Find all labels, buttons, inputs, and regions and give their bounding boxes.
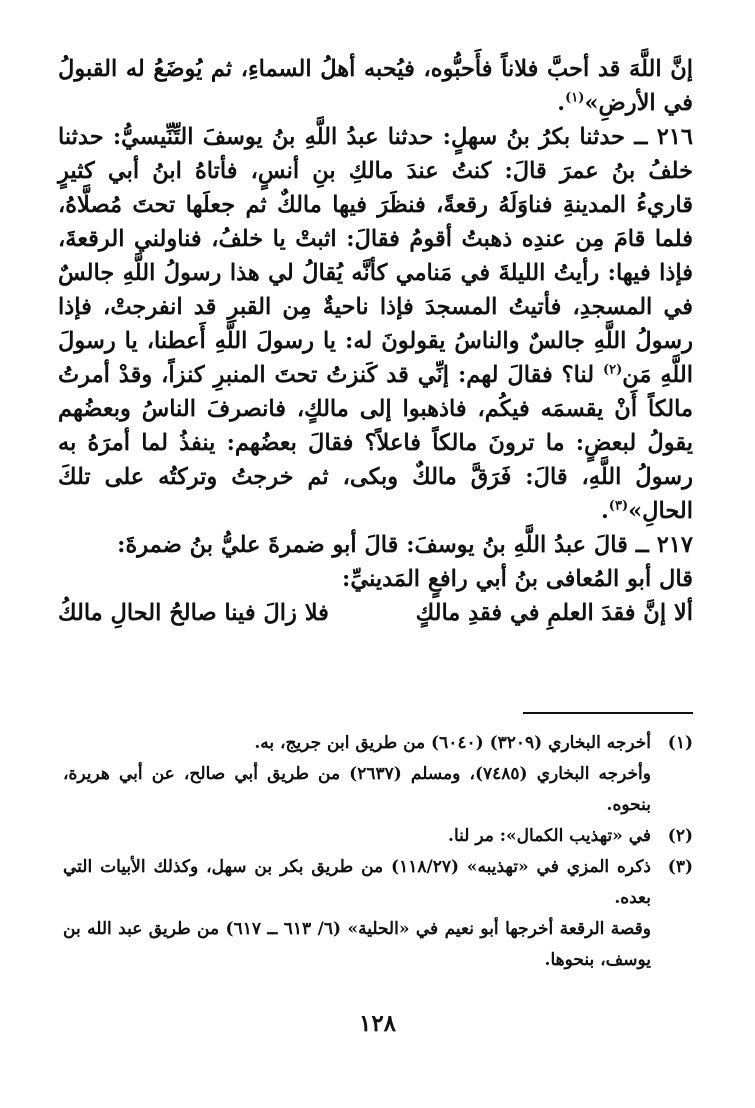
footnote-separator [523,712,693,714]
punctuation: . [557,90,566,116]
paragraph-216 [58,120,693,528]
footnote-line: ذكره المزي في «تهذيبه» (١١٨/٢٧) من طريق بكر بن سهل، وكذلك الأبيات التي بعده. [63,857,651,908]
footnote-line: أخرجه البخاري (٣٢٠٩) (٦٠٤٠) من طريق ابن جريج، به. [254,733,651,753]
paragraph-hadith-end [58,52,693,120]
footnote-line: في «تهذيب الكمال»: مر لنا. [448,826,651,846]
punctuation: . [600,498,609,524]
poet-attribution: قال أبو المُعافى بنُ أبي رافعٍ المَدينيِّ: [342,566,693,592]
page-number: ١٢٨ [358,1010,397,1037]
footnote-number: (٣) [667,857,693,877]
footnote-number: (٢) [667,826,693,846]
verse-second-hemistich: فلا زالَ فينا صالحُ الحالِ مالكُ [58,600,329,626]
hadith-text: إنَّ اللَّهَ قد أحبَّ فلاناً فأَحبُّوه، فيُحبه أهلُ السماءِ، ثم يُوضَعُ له القبولُ في الأرضِ» [58,56,693,116]
footnotes [63,728,693,976]
footnote-line: وأخرجه البخاري (٧٤٨٥)، ومسلم (٢٦٣٧) من طريق أبي صالح، عن أبي هريرة، بنحوه. [63,764,651,815]
footnote-number: (١) [667,733,693,753]
narration-216-text: ٢١٦ ــ حدثنا بكرُ بنُ سهلٍ: حدثنا عبدُ اللَّهِ بنُ يوسفَ التِّنِّيسيُّ: حدثنا خلفُ بنُ عمرَ قالَ: كنتُ عندَ مالكِ بنِ أنسٍ، فأتاهُ ابنُ أبي كثيرٍ قاريءُ المدينةِ فناوَلَهُ رقعةً، فنظَرَ فيها مالكٌ ثم جعلَها تحتَ مُصلَّاهُ، فلما قامَ مِن عندِه ذهبتُ أقومُ فقالَ: اثبتْ يا خلفُ، فناولني الرقعةَ، فإذا فيها: رأيتُ الليلةَ في مَنامي كأنَّه يُقالُ لي هذا رسولُ اللَّهِ جالسٌ في المسجدِ، فأتيتُ المسجدَ فإذا ناحيةٌ مِن القبرِ قد انفرجتْ، فإذا رسولُ اللَّهِ جالسٌ والناسُ يقولونَ له: يا رسولَ اللَّهِ أَعطنا، يا رسولَ اللَّهِ مَن [58,124,693,388]
footnote-1 [63,728,693,821]
footnote-3 [63,852,693,976]
footnote-line: وقصة الرقعة أخرجها أبو نعيم في «الحلية» (٦/ ٦١٣ ــ ٦١٧) من طريق عبد الله بن يوسف، بنحوها. [63,919,651,970]
footnote-ref-3[interactable]: (٣) [608,498,629,514]
footnote-ref-1[interactable]: (١) [565,90,585,106]
paragraph-217: ٢١٧ ــ قالَ عبدُ اللَّهِ بنُ يوسفَ: قالَ أبو ضمرةَ عليُّ بنُ ضمرةَ: [117,532,693,558]
poetry-verse [58,596,693,630]
footnote-ref-2[interactable]: (٢) [602,362,623,378]
verse-first-hemistich: ألا إنَّ فقدَ العلمِ في فقدِ مالكٍ [415,600,693,626]
footnote-2 [63,821,693,852]
narration-216-continuation: لنا؟ فقالَ لهم: إنِّي قد كَنزتُ تحتَ المنبرِ كنزاً، وقدْ أمرتُ مالكاً أَنْ يقسمَه فيكُم، فاذهبوا إلى مالكٍ، فانصرفَ الناسُ وبعضُهم يقولُ لبعضٍ: ما ترونَ مالكاً فاعلاً؟ فقالَ بعضُهم: ينفذُ لما أمرَهُ به رسولُ اللَّهِ، قالَ: فَرَقَّ مالكٌ وبكى، ثم خرجتُ وتركتُه على تلكَ الحالِ» [58,362,693,524]
main-text [58,52,693,630]
